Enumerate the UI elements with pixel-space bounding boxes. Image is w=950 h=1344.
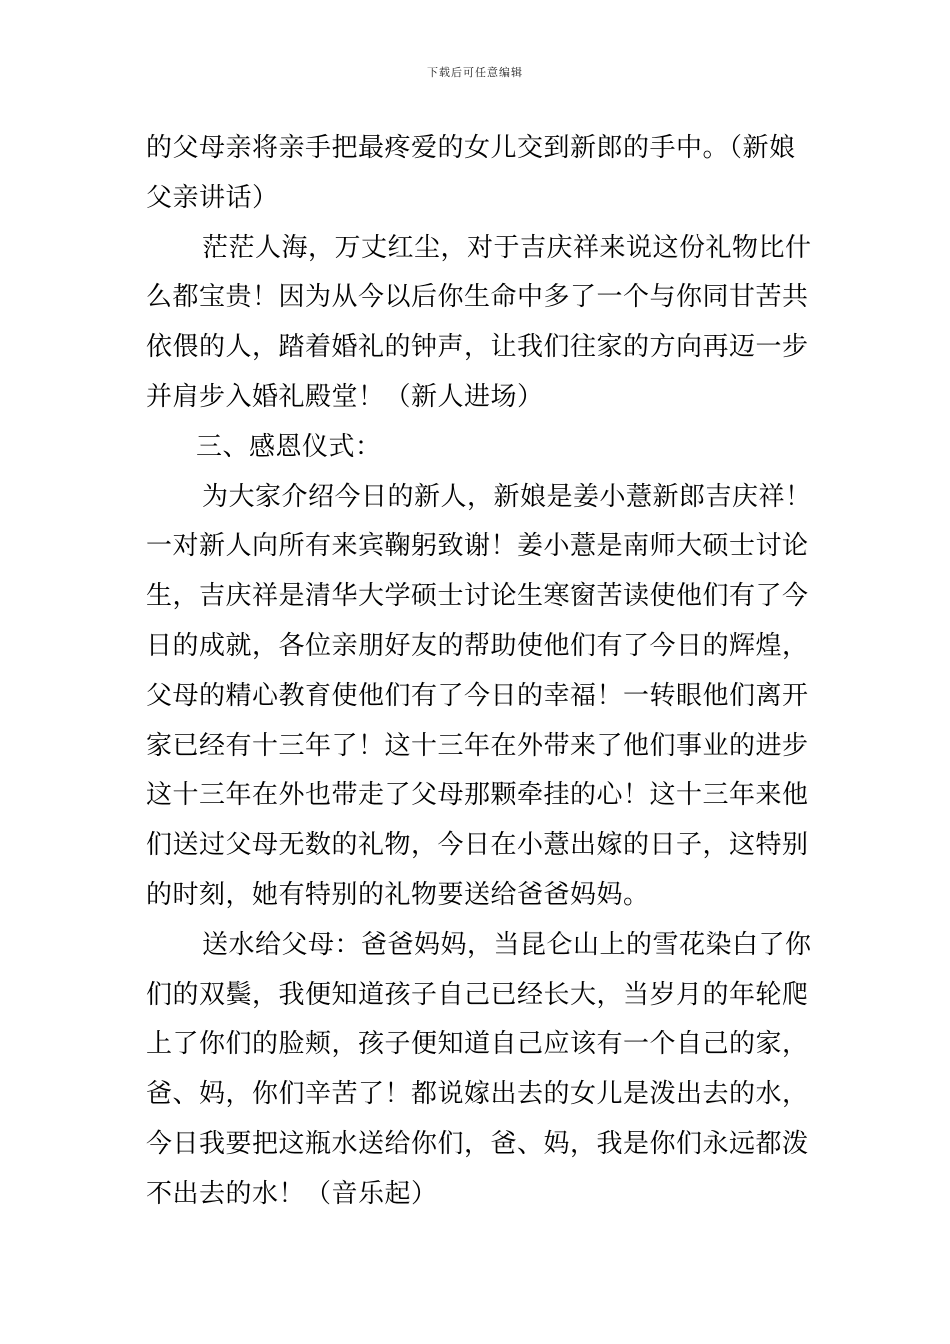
document-body bbox=[146, 124, 810, 1220]
text-line: 依偎的人，踏着婚礼的钟声，让我们往家的方向再迈一步 bbox=[146, 332, 809, 363]
text-line: 一对新人向所有来宾鞠躬致谢！姜小薏是南师大硕士讨论 bbox=[146, 531, 809, 562]
text-line: 爸、妈，你们辛苦了！都说嫁出去的女儿是泼出去的水， bbox=[146, 1079, 809, 1110]
text-line: 家已经有十三年了！这十三年在外带来了他们事业的进步 bbox=[146, 730, 809, 761]
text-line: 生，吉庆祥是清华大学硕士讨论生寒窗苦读使他们有了今 bbox=[146, 581, 809, 612]
text-line: 不出去的水！（音乐起） bbox=[146, 1178, 438, 1209]
page-header-note: 下载后可任意编辑 bbox=[427, 66, 523, 79]
section-heading: 三、感恩仪式： bbox=[196, 431, 382, 462]
paragraph-start-line: 为大家介绍今日的新人，新娘是姜小薏新郎吉庆祥！ bbox=[202, 481, 812, 512]
text-line: 今日我要把这瓶水送给你们，爸、妈，我是你们永远都泼 bbox=[146, 1128, 809, 1159]
paragraph-start-line: 送水给父母：爸爸妈妈，当昆仑山上的雪花染白了你 bbox=[202, 929, 812, 960]
text-line: 父母的精心教育使他们有了今日的幸福！一转眼他们离开 bbox=[146, 680, 809, 711]
paragraph-start-line: 茫茫人海，万丈红尘，对于吉庆祥来说这份礼物比什 bbox=[202, 232, 812, 263]
text-line: 上了你们的脸颊，孩子便知道自己应该有一个自己的家， bbox=[146, 1029, 809, 1060]
text-line: 的时刻，她有特别的礼物要送给爸爸妈妈。 bbox=[146, 879, 650, 910]
text-line: 们的双鬓，我便知道孩子自己已经长大，当岁月的年轮爬 bbox=[146, 979, 809, 1010]
text-line: 这十三年在外也带走了父母那颗牵挂的心！这十三年来他 bbox=[146, 780, 809, 811]
text-line: 们送过父母无数的礼物，今日在小薏出嫁的日子，这特别 bbox=[146, 830, 809, 861]
text-line: 父亲讲话） bbox=[146, 182, 279, 213]
text-line: 并肩步入婚礼殿堂！（新人进场） bbox=[146, 381, 544, 412]
text-line: 么都宝贵！因为从今以后你生命中多了一个与你同甘苦共 bbox=[146, 282, 809, 313]
text-line: 日的成就，各位亲朋好友的帮助使他们有了今日的辉煌， bbox=[146, 630, 809, 661]
text-line: 的父母亲将亲手把最疼爱的女儿交到新郎的手中。（新娘 bbox=[146, 133, 796, 163]
